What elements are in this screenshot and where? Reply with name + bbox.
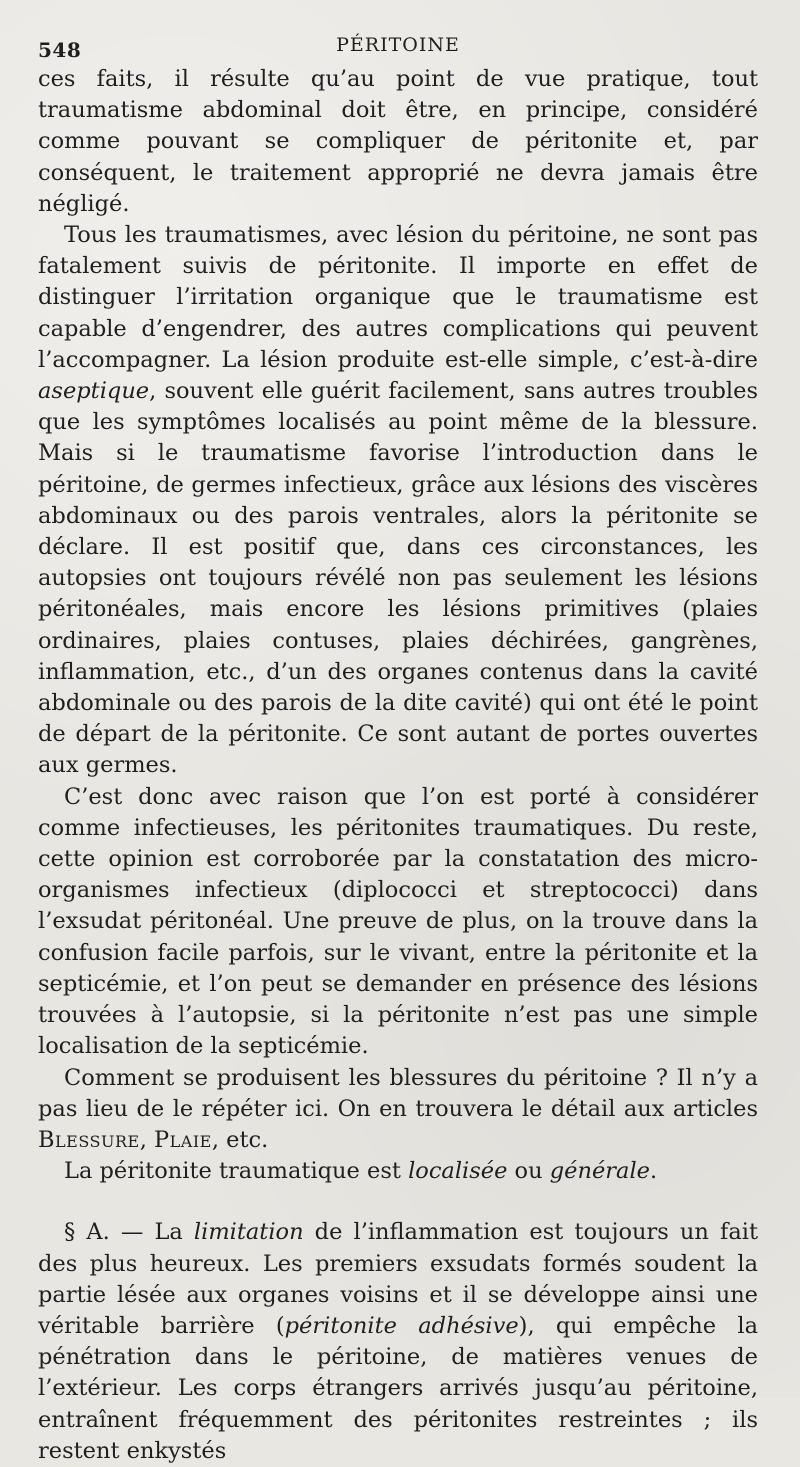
term-localisee: localisée — [408, 1158, 508, 1185]
paragraph-2-text-b: , souvent elle guérit facilement, sans autres troubles que les symptômes localisés au point même de la blessure. Mais si le traumatisme favorise l’introduction dans le péritoine, de germes infectieux, grâce aux lésions des viscères abdominaux ou des parois ventrales, alors la péritonite se déclare. Il est positif que, dans ces circonstances, les autopsies ont toujours révélé non pas seulement les lésions péritonéales, mais encore les lésions primitives (plaies ordinaires, plaies contuses, plaies déchirées, gangrènes, inflammation, etc., d’un des organes contenus dans la cavité abdominale ou des parois de la dite cavité) qui ont été le point de départ de la péritonite. Ce sont autant de portes ouvertes aux germes. — [38, 378, 758, 779]
paragraph-6 — [38, 1217, 758, 1467]
term-aseptique: aseptique — [38, 378, 150, 405]
paragraph-6-text-a: § A. — La — [64, 1219, 194, 1246]
page-number: 548 — [38, 38, 82, 62]
paragraph-4-text-b: , etc. — [211, 1126, 269, 1153]
term-generale: générale — [549, 1158, 650, 1185]
article-ref-plaie: Plaie — [154, 1126, 212, 1153]
paragraph-4-text-a: Comment se produisent les blessures du péritoine ? Il n’y a pas lieu de le répéter ici. On en trouvera le détail aux articles — [38, 1064, 758, 1122]
paragraph-4-comma: , — [139, 1126, 155, 1153]
paragraph-6-text-c: ), qui empêche la pénétration dans le péritoine, de matières venues de l’extérieur. Les corps étrangers arrivés jusqu’au péritoine, entraînent fréquemment des péritonites restreintes ; ils restent enkystés — [38, 1312, 758, 1464]
running-header — [38, 34, 758, 64]
paragraph-5-text-c: . — [649, 1158, 658, 1185]
paragraph-4 — [38, 1063, 758, 1157]
paragraph-5-text-a: La péritonite traumatique est — [64, 1158, 409, 1185]
term-peritonite-adhesive: péritonite adhésive — [284, 1312, 519, 1339]
paragraph-2-text-a: Tous les traumatismes, avec lésion du péritoine, ne sont pas fatalement suivis de péritonite. Il importe en effet de distinguer l’irritation organique que le traumatisme est capable d’engendrer, des autres complications qui peuvent l’accompagner. La lésion produite est-elle simple, c’est-à-dire — [38, 222, 758, 373]
paragraph-5 — [38, 1156, 758, 1187]
section-spacer — [38, 1187, 758, 1217]
page-title: PÉRITOINE — [336, 34, 460, 56]
term-limitation: limitation — [193, 1219, 304, 1246]
paragraph-6-text-b: de l’inflammation est toujours un fait des plus heureux. Les premiers exsudats formés soudent la partie lésée aux organes voisins et il se développe ainsi une véritable barrière ( — [38, 1219, 758, 1339]
paragraph-5-text-b: ou — [507, 1158, 550, 1185]
paragraph-2 — [38, 220, 758, 782]
body-text — [38, 64, 758, 1467]
paragraph-1: ces faits, il résulte qu’au point de vue pratique, tout traumatisme abdominal doit être, en principe, considéré comme pouvant se compliquer de péritonite et, par conséquent, le traitement approprié ne devra jamais être négligé. — [38, 66, 758, 217]
article-ref-blessure: Blessure — [38, 1126, 140, 1153]
paragraph-3: C’est donc avec raison que l’on est porté à considérer comme infectieuses, les péritonites traumatiques. Du reste, cette opinion est corroborée par la constatation des micro-organismes infectieux (diplococci et streptococci) dans l’exsudat péritonéal. Une preuve de plus, on la trouve dans la confusion facile parfois, sur le vivant, entre la péritonite et la septicémie, et l’on peut se demander en présence des lésions trouvées à l’autopsie, si la péritonite n’est pas une simple localisation de la septicémie. — [38, 783, 758, 1060]
